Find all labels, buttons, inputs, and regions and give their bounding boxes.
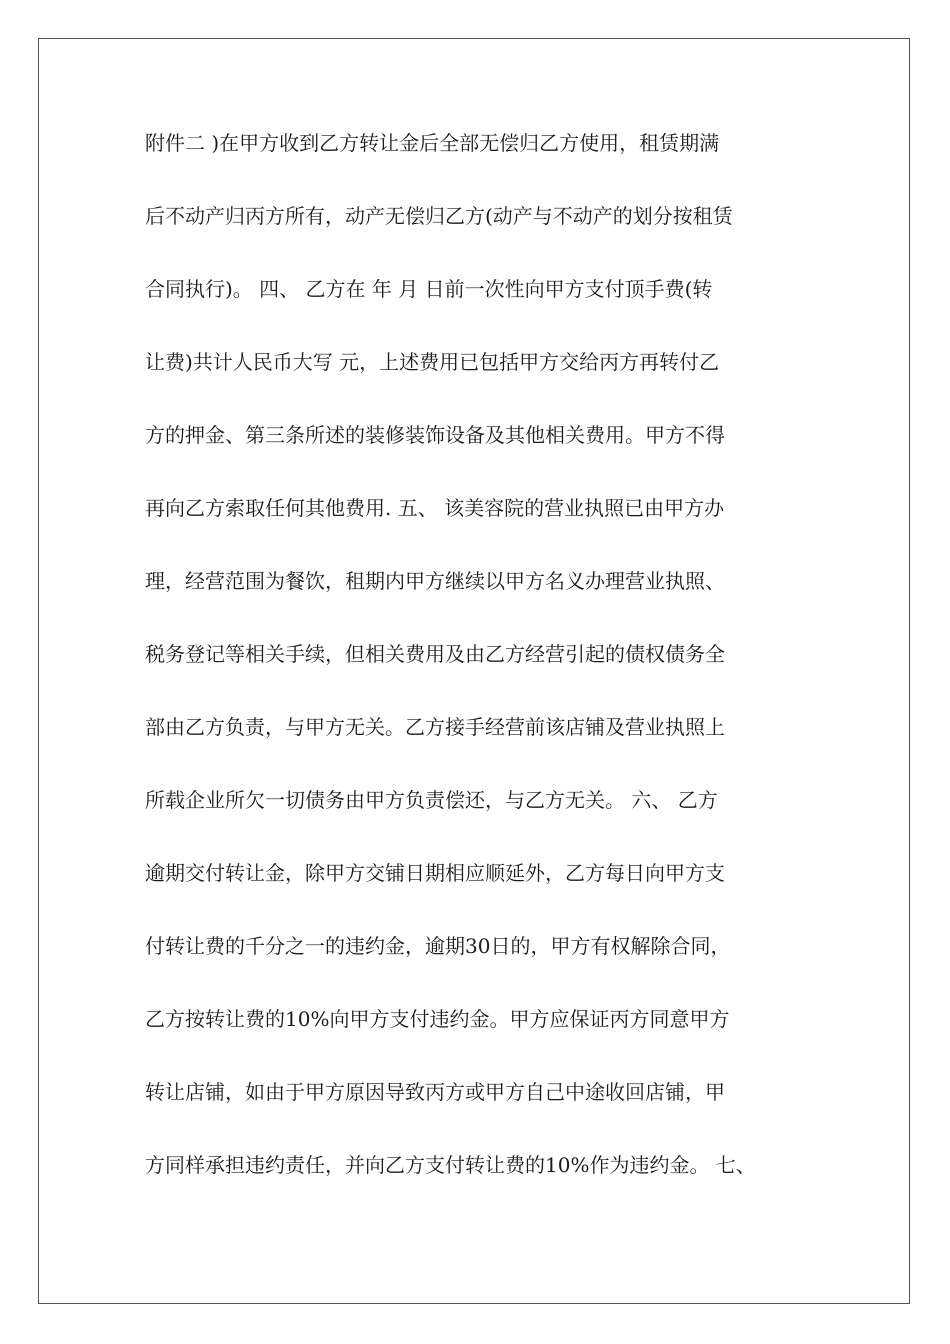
text-line-9: 部由乙方负责，与甲方无关。乙方接手经营前该店铺及营业执照上 — [145, 715, 725, 739]
text-line-12: 付转让费的千分之一的违约金，逾期30日的，甲方有权解除合同， — [145, 934, 731, 958]
text-line-15: 方同样承担违约责任，并向乙方支付转让费的10%作为违约金。 七、 — [145, 1153, 756, 1177]
text-line-13: 乙方按转让费的10%向甲方支付违约金。甲方应保证丙方同意甲方 — [145, 1007, 730, 1031]
text-line-10: 所载企业所欠一切债务由甲方负责偿还，与乙方无关。 六、 乙方 — [145, 788, 718, 812]
document-body — [145, 130, 825, 1225]
text-line-11: 逾期交付转让金，除甲方交铺日期相应顺延外，乙方每日向甲方支 — [145, 861, 725, 885]
text-line-6: 再向乙方索取任何其他费用. 五、 该美容院的营业执照已由甲方办 — [145, 496, 725, 520]
text-line-7: 理，经营范围为餐饮，租期内甲方继续以甲方名义办理营业执照、 — [145, 569, 725, 593]
text-line-8: 税务登记等相关手续，但相关费用及由乙方经营引起的债权债务全 — [145, 642, 725, 666]
text-line-5: 方的押金、第三条所述的装修装饰设备及其他相关费用。甲方不得 — [145, 423, 725, 447]
text-line-1: 附件二 )在甲方收到乙方转让金后全部无偿归乙方使用，租赁期满 — [145, 131, 720, 155]
text-line-4: 让费)共计人民币大写 元，上述费用已包括甲方交给丙方再转付乙 — [145, 350, 720, 374]
text-line-14: 转让店铺，如由于甲方原因导致丙方或甲方自己中途收回店铺，甲 — [145, 1080, 725, 1104]
text-line-2: 后不动产归丙方所有，动产无偿归乙方(动产与不动产的划分按租赁 — [145, 204, 733, 228]
text-line-3: 合同执行)。 四、 乙方在 年 月 日前一次性向甲方支付顶手费(转 — [145, 277, 713, 301]
